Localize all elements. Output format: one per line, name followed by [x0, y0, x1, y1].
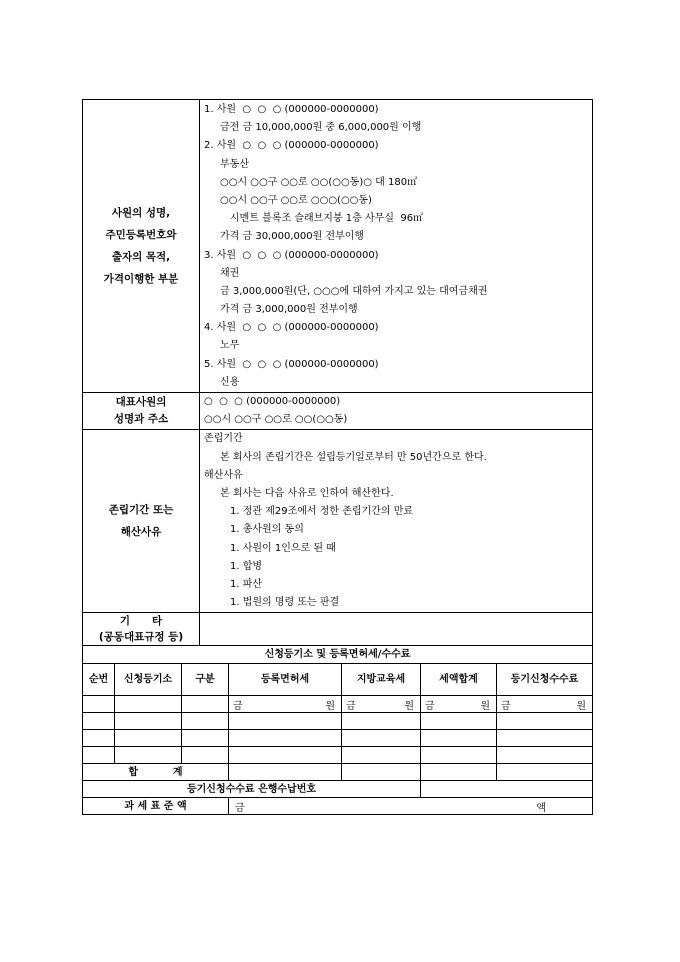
content-line: 1. 법원의 명령 또는 판결: [230, 597, 340, 609]
label-line: 해산사유: [120, 526, 162, 539]
content-line: 존립기간: [204, 433, 243, 445]
unit-suffix: 원: [404, 700, 414, 712]
label-line: 주민등록번호와: [105, 229, 177, 241]
unit-suffix: 원: [480, 700, 490, 712]
content-line: 금 3,000,000원(단, ○○○에 대하여 가지고 있는 대여금채권: [220, 285, 488, 297]
content-line: 노무: [220, 340, 240, 352]
content-line: 5. 사원 ○ ○ ○ (000000-0000000): [204, 358, 379, 370]
label-line: 출자의 목적,: [111, 251, 171, 263]
content-line: ○○시 ○○구 ○○로 ○○(○○동)○ 대 180㎡: [220, 176, 418, 188]
content-line: 1. 사원이 1인으로 된 때: [230, 542, 336, 554]
content-line: 금전 금 10,000,000원 중 6,000,000원 이행: [220, 122, 422, 134]
header-license-tax: 등록면허세: [229, 664, 342, 696]
fee-cell: [182, 696, 229, 713]
fee-table: [82, 646, 593, 815]
main-table: [82, 99, 593, 646]
content-line: 본 회사는 다음 사유로 인하여 해산한다.: [220, 487, 394, 499]
header-type: 구분: [182, 664, 229, 696]
unit-prefix: 금: [425, 700, 435, 712]
content-line: ○○시 ○○구 ○○로 ○○(○○동): [204, 414, 348, 426]
fee-cell: [421, 696, 497, 713]
content-line: ○○시 ○○구 ○○로 ○○○(○○동): [220, 194, 372, 206]
content-line: 가격 금 3,000,000원 전부이행: [220, 304, 358, 316]
label-line: 성명과 주소: [113, 413, 169, 426]
tax-base-suffix: 액: [536, 802, 546, 814]
label-line: (공동대표규정 등): [98, 631, 184, 644]
partners-content: [200, 100, 593, 393]
content-line: 신용: [220, 376, 240, 388]
other-label: [83, 613, 200, 646]
other-content: [200, 613, 593, 646]
partners-label: [83, 100, 200, 393]
tax-base-prefix: 금: [235, 802, 245, 814]
label-line: 기 타: [119, 615, 163, 628]
fee-cell: [342, 696, 421, 713]
label-line: 존립기간 또는: [108, 504, 174, 517]
unit-prefix: 금: [233, 700, 243, 712]
fee-cell: [497, 696, 593, 713]
duration-content: [200, 430, 593, 613]
tax-base-label: 과 세 표 준 액: [83, 798, 229, 815]
unit-prefix: 금: [346, 700, 356, 712]
representative-label: [83, 393, 200, 430]
content-line: 본 회사의 존립기간은 설립등기일로부터 만 50년간으로 한다.: [220, 451, 487, 463]
label-line: 대표사원의: [115, 396, 167, 409]
content-line: 해산사유: [204, 469, 243, 481]
content-line: 부동산: [220, 158, 249, 170]
content-line: 1. 합병: [230, 560, 263, 572]
unit-suffix: 원: [325, 700, 335, 712]
content-line: 시멘트 블록조 슬래브지붕 1층 사무실 96㎡: [230, 213, 424, 225]
total-cell: [229, 764, 342, 781]
content-line: 2. 사원 ○ ○ ○ (000000-0000000): [204, 140, 379, 152]
header-registry: 신청등기소: [115, 664, 182, 696]
header-filing-fee: 등기신청수수료: [497, 664, 593, 696]
content-line: 1. 총사원의 동의: [230, 524, 304, 536]
tax-base-cell: [229, 798, 593, 815]
total-cell: [421, 764, 497, 781]
unit-prefix: 금: [501, 700, 511, 712]
content-line: 1. 파산: [230, 578, 263, 590]
content-line: 1. 정관 제29조에서 정한 존립기간의 만료: [230, 506, 414, 518]
label-line: 사원의 성명,: [111, 207, 171, 219]
duration-label: [83, 430, 200, 613]
fee-cell: [115, 696, 182, 713]
registration-form: [82, 99, 593, 815]
header-seq: 순번: [83, 664, 115, 696]
fee-title: 신청등기소 및 등록면허세/수수료: [83, 646, 593, 664]
bank-number-cell: [421, 781, 593, 798]
content-line: 4. 사원 ○ ○ ○ (000000-0000000): [204, 322, 379, 334]
total-cell: [342, 764, 421, 781]
bank-label: 등기신청수수료 은행수납번호: [83, 781, 421, 798]
total-cell: [497, 764, 593, 781]
content-line: ○ ○ ○ (000000-0000000): [204, 396, 341, 407]
header-education-tax: 지방교육세: [342, 664, 421, 696]
content-line: 채권: [220, 267, 240, 279]
total-label: 합 계: [83, 764, 229, 781]
content-line: 3. 사원 ○ ○ ○ (000000-0000000): [204, 249, 379, 261]
content-line: 1. 사원 ○ ○ ○ (000000-0000000): [204, 104, 379, 115]
header-tax-total: 세액합계: [421, 664, 497, 696]
content-line: 가격 금 30,000,000원 전부이행: [220, 231, 365, 243]
fee-cell: [83, 696, 115, 713]
label-line: 가격이행한 부분: [103, 273, 179, 285]
unit-suffix: 원: [576, 700, 586, 712]
representative-content: [200, 393, 593, 430]
fee-cell: [229, 696, 342, 713]
